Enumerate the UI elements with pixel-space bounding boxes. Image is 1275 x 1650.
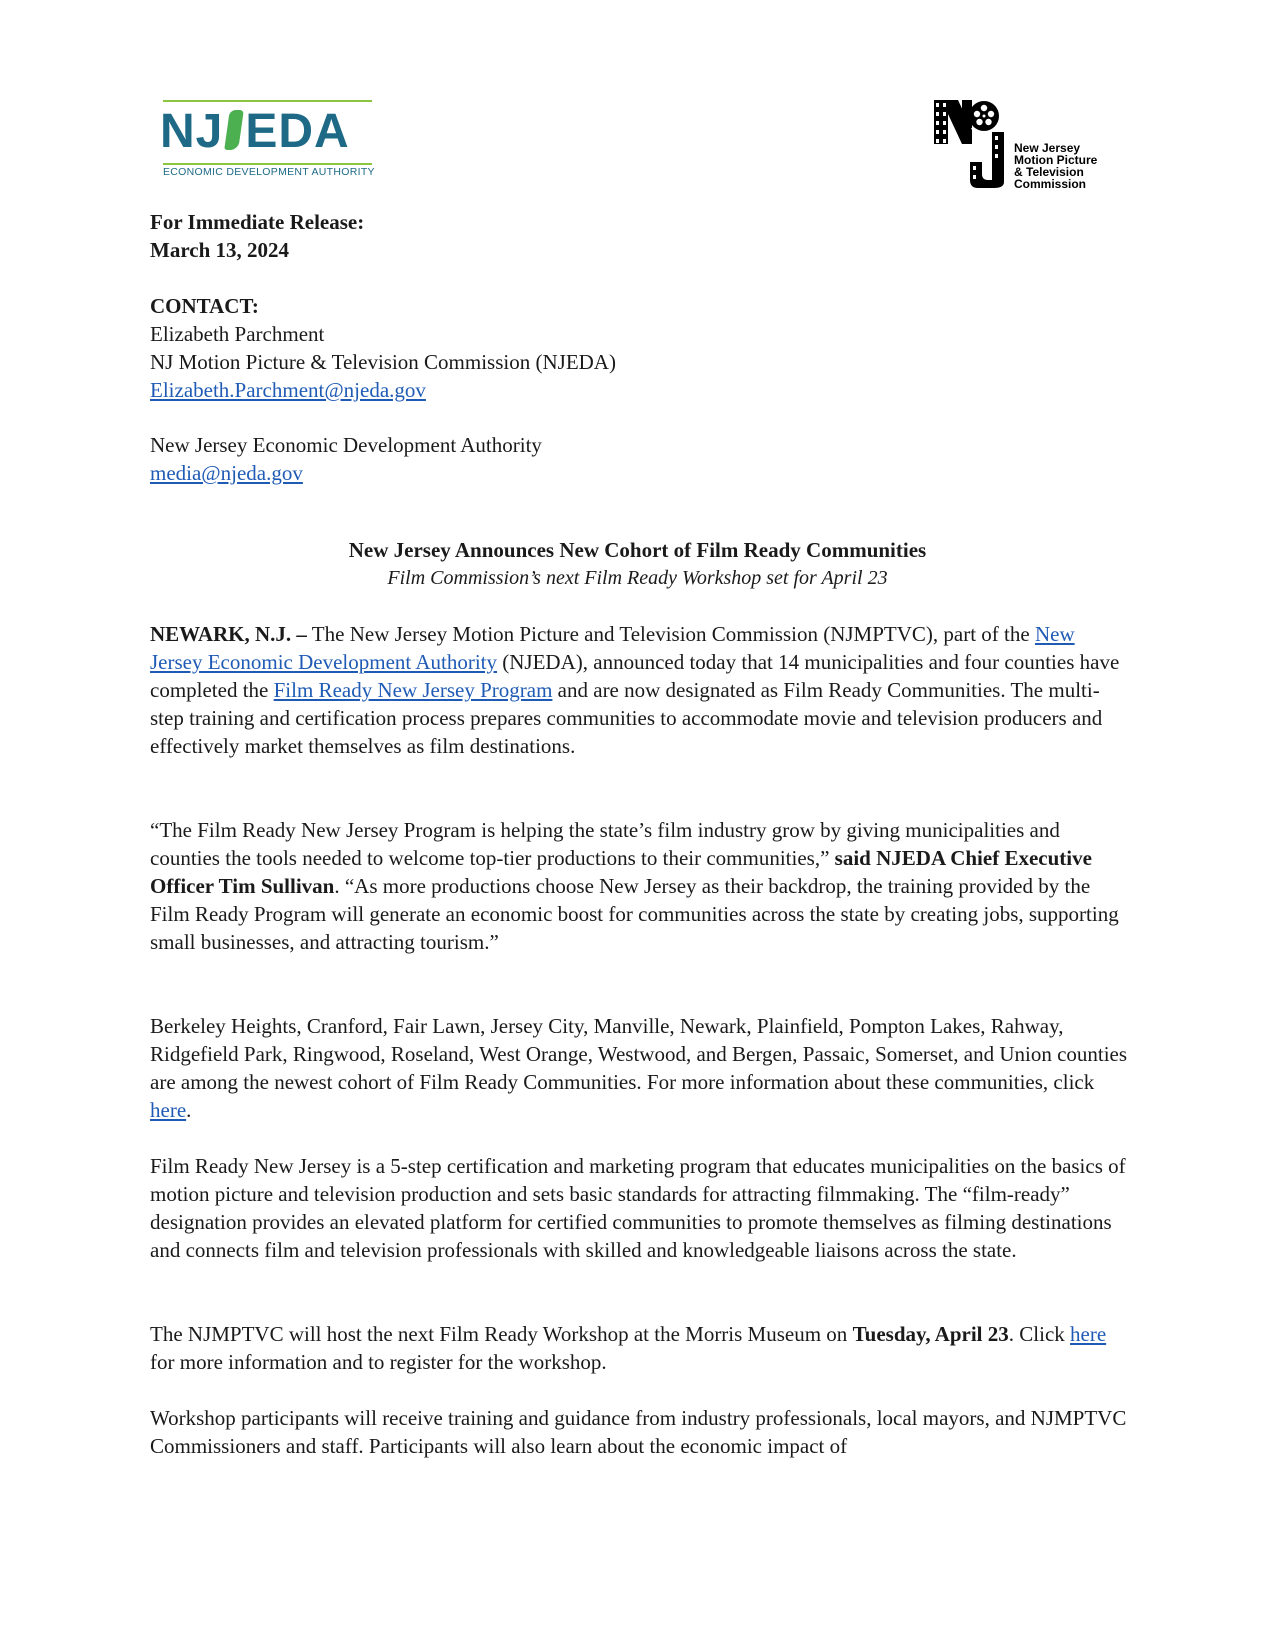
headline-subtitle: Film Commission’s next Film Ready Workshop set for April 23 xyxy=(387,567,888,589)
logo-rule-top xyxy=(163,100,372,102)
contact-heading: CONTACT: xyxy=(150,294,259,318)
p4-text: Film Ready New Jersey is a 5-step certification and marketing program that educates municipalities on the basics of motion picture and television production and sets basic standards for attracting filmmaking. The “film-ready” designation provides an elevated platform for certified communities to promote themselves as filming destinations and connects film and television professionals with skilled and knowledgeable liaisons across the state. xyxy=(150,1154,1126,1262)
njeda-tagline: ECONOMIC DEVELOPMENT AUTHORITY xyxy=(163,166,375,178)
logo-line-3: & Television xyxy=(1014,165,1084,179)
njeda-link[interactable]: New Jersey Economic Development Authority xyxy=(150,622,1075,674)
headline xyxy=(150,536,1125,592)
contact-info xyxy=(150,292,616,404)
njeda-logo xyxy=(160,96,375,178)
release-label: For Immediate Release: xyxy=(150,210,365,234)
logo-rule-bottom xyxy=(163,163,372,165)
paragraph-intro xyxy=(150,620,1130,760)
authority-name: New Jersey Economic Development Authority xyxy=(150,433,542,457)
paragraph-participants xyxy=(150,1404,1130,1460)
p3-text-1: Berkeley Heights, Cranford, Fair Lawn, Jersey City, Manville, Newark, Plainfield, Pompton Lakes, Rahway, Ridgefield Park, Ringwood, Roseland, West Orange, Westwood, and Bergen, Passaic, Somerset, and Union counties are among the newest cohort of Film Ready Communities. For more information about these communities, click xyxy=(150,1014,1128,1094)
logo-line-4: Commission xyxy=(1014,177,1087,191)
authority-contact xyxy=(150,431,542,487)
p5-text-2: . Click xyxy=(1008,1322,1071,1346)
release-date: March 13, 2024 xyxy=(150,238,290,262)
dateline: NEWARK, N.J. – xyxy=(150,622,307,646)
p2-text-1: “The Film Ready New Jersey Program is helping the state’s film industry grow by giving municipalities and counties the tools needed to welcome top-tier productions to their communities,” xyxy=(150,818,1060,870)
logo-line-2: Motion Picture xyxy=(1014,153,1098,167)
contact-name: Elizabeth Parchment xyxy=(150,322,325,346)
p2-text-2: . “As more productions choose New Jersey as their backdrop, the training provided by the Film Ready Program will generate an economic boost for communities across the state by creating jobs, supporting small businesses, and attracting tourism.” xyxy=(150,874,1119,954)
logo-line-1: New Jersey xyxy=(1014,141,1081,155)
film-commission-logo xyxy=(932,100,1112,192)
p1-text-1: The New Jersey Motion Picture and Television Commission (NJMPTVC), part of the xyxy=(306,622,1035,646)
p5-text-1: The NJMPTVC will host the next Film Ready Workshop at the Morris Museum on xyxy=(150,1322,853,1346)
headline-title: New Jersey Announces New Cohort of Film Ready Communities xyxy=(348,538,927,562)
p3-text-2: . xyxy=(186,1098,192,1122)
release-info xyxy=(150,208,364,264)
workshop-here-link[interactable]: here xyxy=(1070,1322,1107,1346)
new-jersey-state-icon xyxy=(225,110,245,150)
p1-text-2: (NJEDA), announced today that 14 municipalities and four counties have completed the xyxy=(150,650,1120,702)
film-ready-program-link[interactable]: Film Ready New Jersey Program xyxy=(273,678,553,702)
njeda-wordmark: NJ EDA xyxy=(160,105,350,158)
contact-org: NJ Motion Picture & Television Commission (NJEDA) xyxy=(150,350,616,374)
p1-text-3: and are now designated as Film Ready Communities. The multi-step training and certification process prepares communities to accommodate movie and television producers and effectively market themselves as film destinations. xyxy=(150,678,1103,758)
paragraph-program xyxy=(150,1152,1130,1264)
workshop-date: Tuesday, April 23 xyxy=(852,1322,1009,1346)
film-commission-name xyxy=(1014,142,1097,190)
paragraph-workshop xyxy=(150,1320,1130,1376)
p6-text: Workshop participants will receive training and guidance from industry professionals, local mayors, and NJMPTVC Commissioners and staff. Participants will also learn about the economic impact of xyxy=(150,1406,1127,1458)
contact-email-link[interactable]: Elizabeth.Parchment@njeda.gov xyxy=(150,378,426,402)
media-email-link[interactable]: media@njeda.gov xyxy=(150,461,303,485)
paragraph-communities xyxy=(150,1012,1130,1124)
quote-attribution: said NJEDA Chief Executive Officer Tim Sullivan xyxy=(150,846,1092,898)
paragraph-quote xyxy=(150,816,1130,956)
film-reel-icon xyxy=(932,100,1016,188)
communities-here-link[interactable]: here xyxy=(150,1098,187,1122)
p5-text-3: for more information and to register for the workshop. xyxy=(150,1350,607,1374)
